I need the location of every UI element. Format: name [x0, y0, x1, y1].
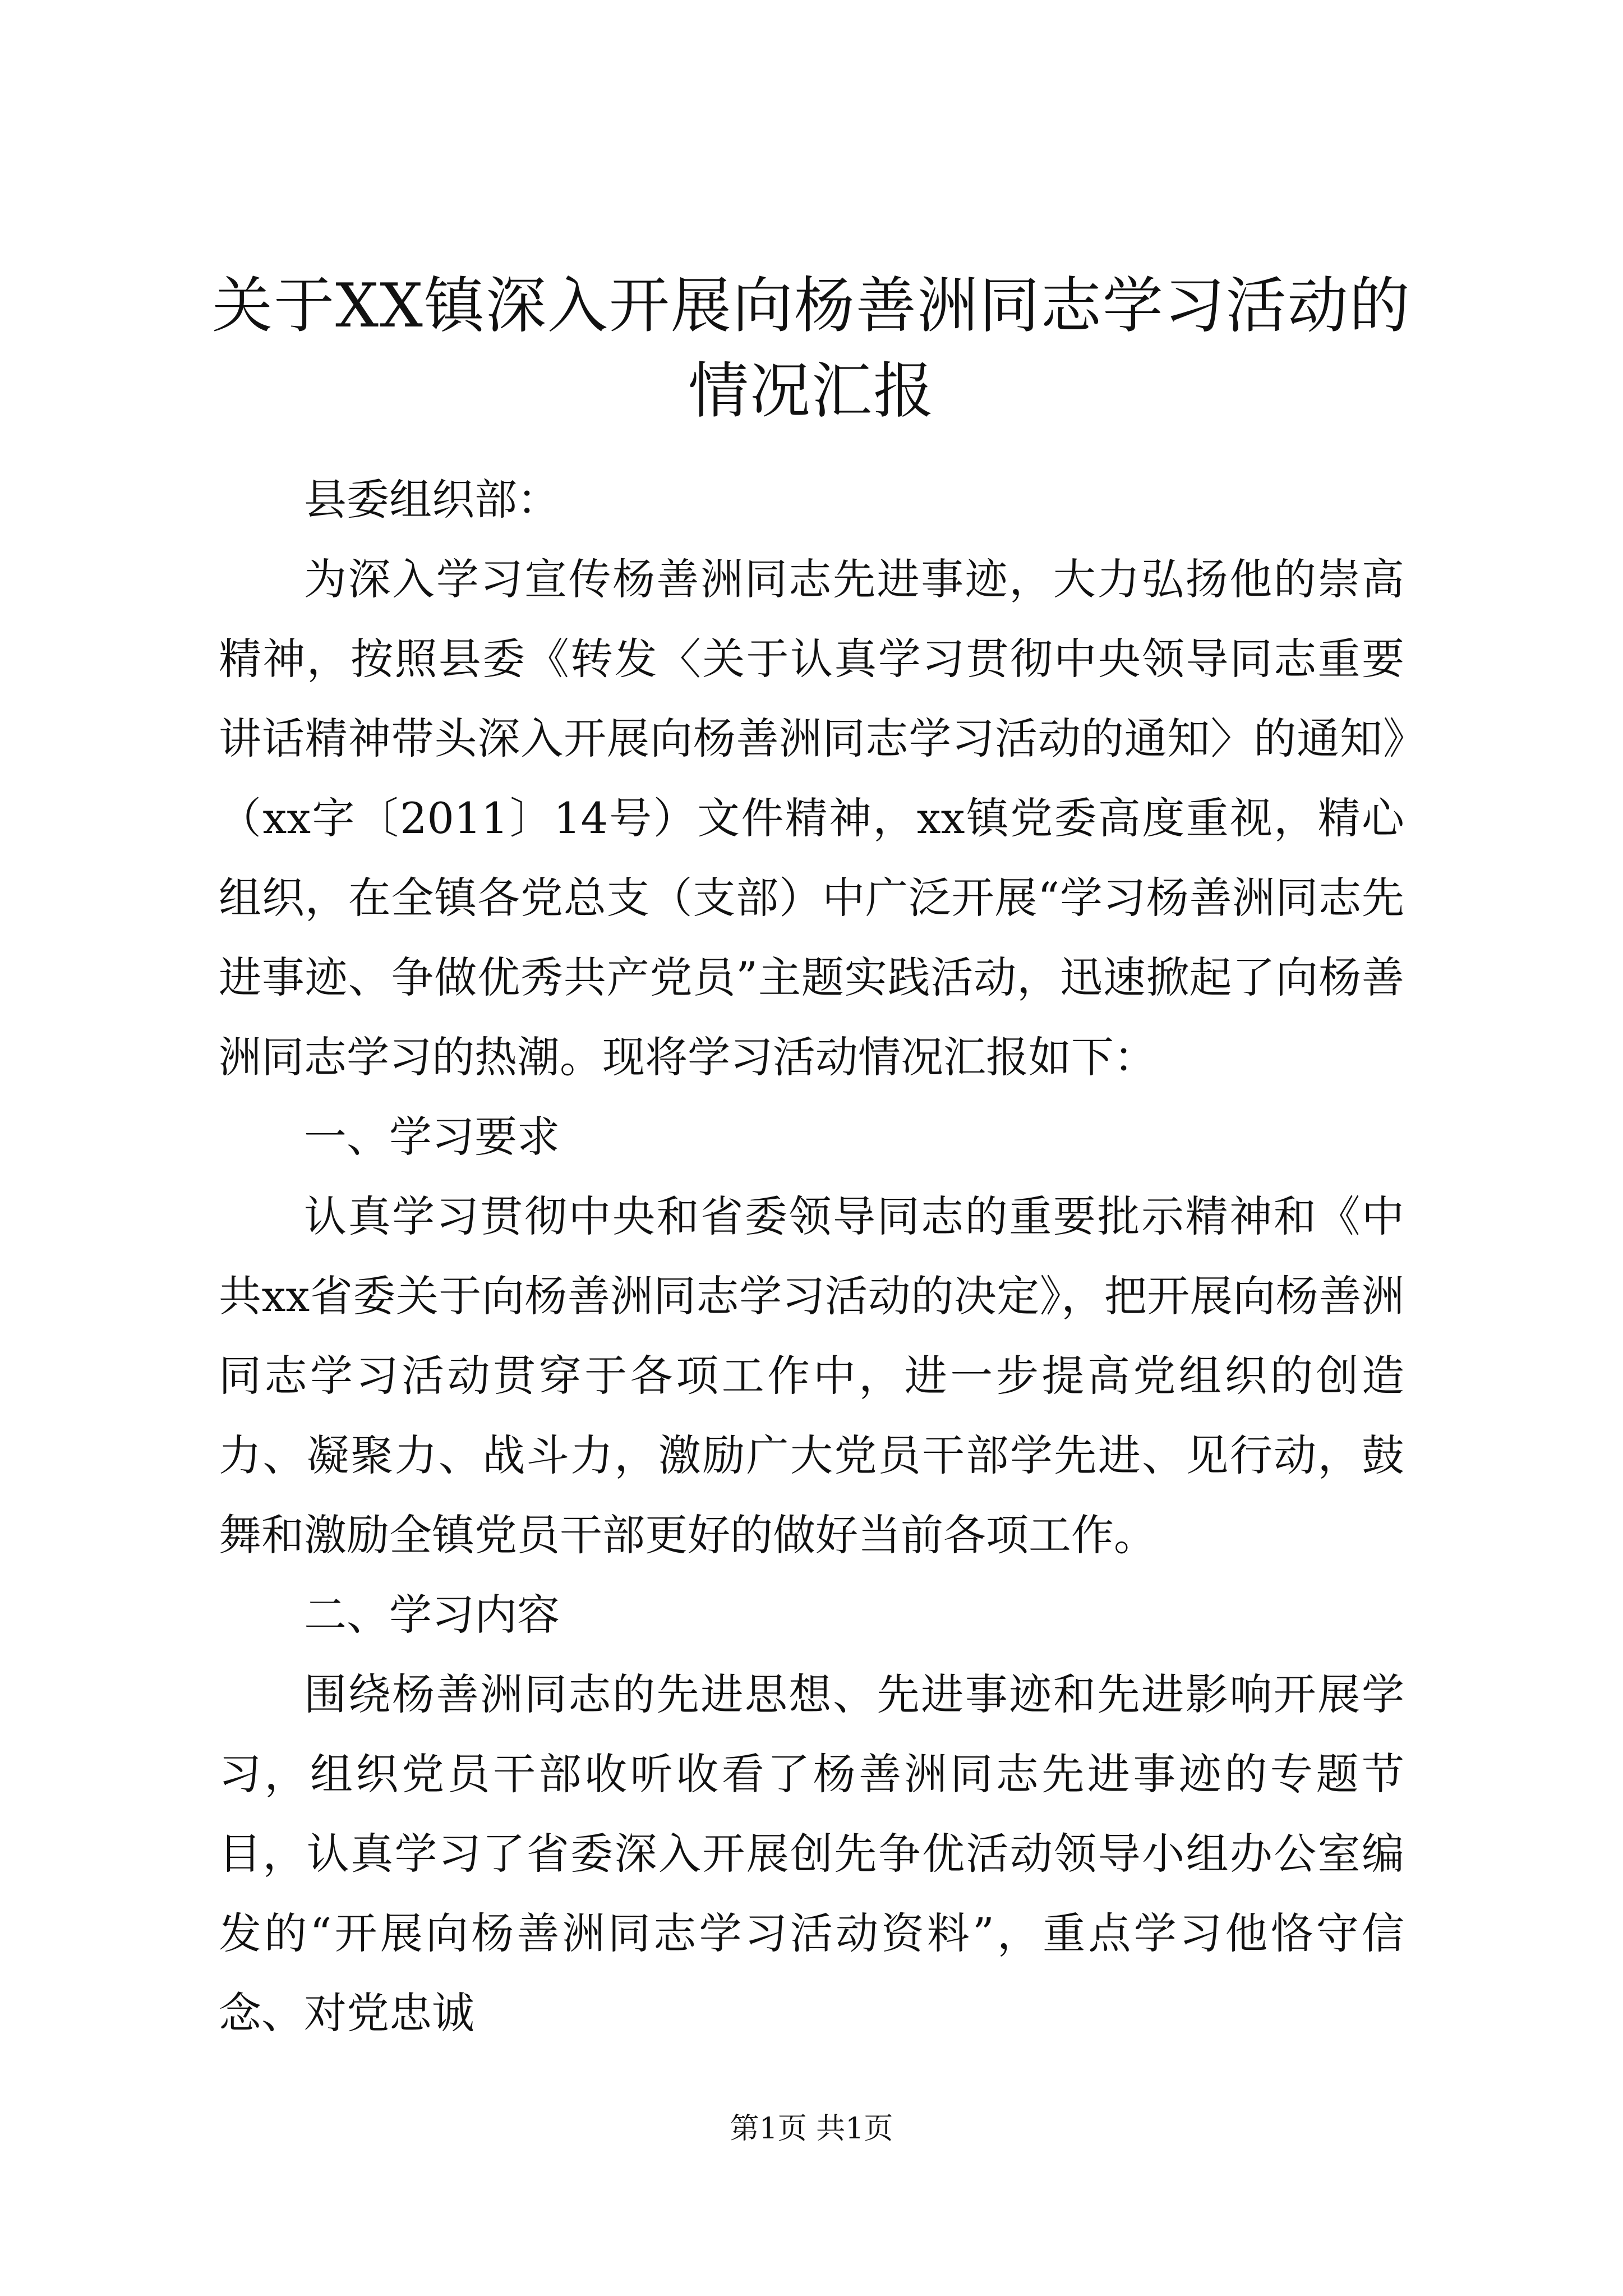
salutation: 县委组织部：: [304, 475, 560, 524]
section-1-paragraph: 认真学习贯彻中央和省委领导同志的重要批示精神和《中共xx省委关于向杨善洲同志学习活动的决定》，把开展向杨善洲同志学习活动贯穿于各项工作中，进一步提高党组织的创造力、凝聚力、战斗力，激励广大党员干部学先进、见行动，鼓舞和激励全镇党员干部更好的做好当前各项工作。: [219, 1191, 1404, 1560]
section-2-heading: 二、学习内容: [304, 1590, 560, 1640]
section-1-heading: 一、学习要求: [304, 1112, 560, 1162]
document-body: [219, 460, 1404, 2053]
section-2-paragraph: 围绕杨善洲同志的先进思想、先进事迹和先进影响开展学习，组织党员干部收听收看了杨善洲同志先进事迹的专题节目，认真学习了省委深入开展创先争优活动领导小组办公室编发的“开展向杨善洲同志学习活动资料”，重点学习他恪守信念、对党忠诚: [219, 1669, 1404, 2038]
page-footer: 第1页 共1页: [730, 2112, 893, 2146]
document-title: 关于XX镇深入开展向杨善洲同志学习活动的情况汇报: [212, 271, 1411, 426]
intro-paragraph: 为深入学习宣传杨善洲同志先进事迹，大力弘扬他的崇高精神，按照县委《转发〈关于认真学习贯彻中央领导同志重要讲话精神带头深入开展向杨善洲同志学习活动的通知〉的通知》（xx字〔2011〕14号）文件精神，xx镇党委高度重视，精心组织，在全镇各党总支（支部）中广泛开展“学习杨善洲同志先进事迹、争做优秀共产党员”主题实践活动，迅速掀起了向杨善洲同志学习的热潮。现将学习活动情况汇报如下：: [219, 554, 1404, 1082]
